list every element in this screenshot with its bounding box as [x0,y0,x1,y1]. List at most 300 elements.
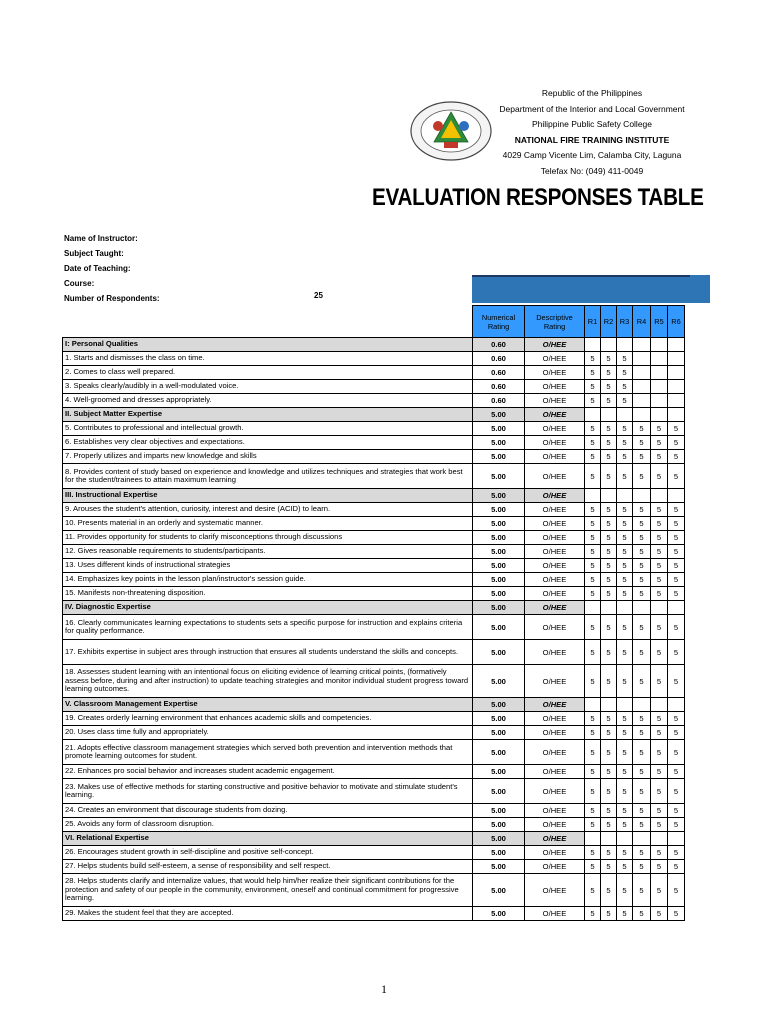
table-row [63,366,685,380]
institution-header [494,86,690,179]
responder-rating: 5 [601,726,617,740]
responder-rating: 5 [601,712,617,726]
descriptive-rating: O/HEE [525,726,585,740]
header-line-address: 4029 Camp Vicente Lim, Calamba City, Laguna [502,150,682,160]
responder-rating [668,832,685,846]
numerical-rating: 5.00 [473,726,525,740]
responder-rating: 5 [633,726,651,740]
responder-rating [585,832,601,846]
descriptive-rating: O/HEE [525,394,585,408]
responder-rating: 5 [633,640,651,665]
responder-rating [633,408,651,422]
responder-rating: 5 [668,517,685,531]
table-row [63,874,685,907]
responder-rating: 5 [633,464,651,489]
category-label: II. Subject Matter Expertise [63,408,473,422]
numerical-rating: 5.00 [473,832,525,846]
table-row [63,545,685,559]
descriptive-rating: O/HEE [525,366,585,380]
responder-rating: 5 [617,394,633,408]
responder-rating: 5 [585,874,601,907]
responder-rating: 5 [617,712,633,726]
responder-rating [601,489,617,503]
header-blank-cell [63,306,473,338]
responder-rating: 5 [668,665,685,698]
descriptive-rating: O/HEE [525,740,585,765]
table-row [63,394,685,408]
responder-rating: 5 [633,450,651,464]
responder-rating: 5 [651,779,668,804]
table-header-row [63,306,685,338]
responder-rating: 5 [585,366,601,380]
responder-rating: 5 [601,464,617,489]
table-row [63,573,685,587]
numerical-rating: 5.00 [473,665,525,698]
numerical-rating: 5.00 [473,712,525,726]
responder-rating: 5 [633,860,651,874]
table-row [63,818,685,832]
criterion-text: 16. Clearly communicates learning expectations to students sets a specific purpose for instruction and explains criteria for quality performance. [63,615,473,640]
responder-rating [633,394,651,408]
numerical-rating: 5.00 [473,640,525,665]
responder-rating: 5 [668,615,685,640]
responder-rating: 5 [617,640,633,665]
responder-rating: 5 [668,818,685,832]
responder-rating: 5 [601,874,617,907]
descriptive-rating: O/HEE [525,422,585,436]
descriptive-rating: O/HEE [525,587,585,601]
table-row [63,779,685,804]
responder-rating: 5 [585,422,601,436]
descriptive-rating: O/HEE [525,779,585,804]
responder-rating: 5 [585,394,601,408]
table-row [63,422,685,436]
responder-rating: 5 [651,765,668,779]
descriptive-rating: O/HEE [525,665,585,698]
criterion-text: 6. Establishes very clear objectives and expectations. [63,436,473,450]
responder-rating [668,394,685,408]
descriptive-rating: O/HEE [525,436,585,450]
responder-rating [585,408,601,422]
table-row [63,804,685,818]
responder-rating: 5 [617,366,633,380]
responder-rating: 5 [601,422,617,436]
responder-rating [601,338,617,352]
criterion-text: 26. Encourages student growth in self-discipline and positive self-concept. [63,846,473,860]
criterion-text: 8. Provides content of study based on experience and knowledge and utilizes techniques and strategies that work best for the student/trainees to attain maximum learning [63,464,473,489]
responder-rating [617,698,633,712]
responder-rating: 5 [585,436,601,450]
table-row [63,450,685,464]
descriptive-rating: O/HEE [525,503,585,517]
numerical-rating: 5.00 [473,573,525,587]
responder-rating: 5 [633,665,651,698]
responder-rating: 5 [617,818,633,832]
header-line-republic: Republic of the Philippines [541,88,643,98]
responder-rating: 5 [668,874,685,907]
responder-rating: 5 [617,874,633,907]
descriptive-rating: O/HEE [525,874,585,907]
table-row [63,503,685,517]
criterion-text: 27. Helps students build self-esteem, a sense of responsibility and self respect. [63,860,473,874]
responder-rating: 5 [617,860,633,874]
responder-rating: 5 [617,450,633,464]
criterion-text: 24. Creates an environment that discourage students from dozing. [63,804,473,818]
table-row [63,765,685,779]
responder-rating: 5 [633,503,651,517]
r1-header: R1 [585,306,601,338]
page-number: 1 [381,982,387,996]
criterion-text: 23. Makes use of effective methods for starting constructive and positive behavior to motivate and stimulate student's learning. [63,779,473,804]
responder-rating: 5 [668,804,685,818]
responder-rating: 5 [601,907,617,921]
numerical-rating: 5.00 [473,804,525,818]
responder-rating [585,601,601,615]
responder-rating: 5 [633,779,651,804]
responder-rating: 5 [601,436,617,450]
responder-rating: 5 [651,517,668,531]
responder-rating: 5 [651,818,668,832]
responder-rating: 5 [651,464,668,489]
descriptive-rating: O/HEE [525,765,585,779]
responder-rating: 5 [601,640,617,665]
descriptive-rating: O/HEE [525,545,585,559]
category-label: III. Instructional Expertise [63,489,473,503]
responder-rating: 5 [585,587,601,601]
table-row [63,352,685,366]
responder-rating: 5 [585,545,601,559]
responder-rating: 5 [651,436,668,450]
responder-rating: 5 [633,740,651,765]
responder-rating: 5 [617,380,633,394]
responder-rating [651,698,668,712]
numerical-rating: 5.00 [473,860,525,874]
descriptive-rating: O/HEE [525,559,585,573]
descriptive-rating: O/HEE [525,380,585,394]
descriptive-rating: O/HEE [525,832,585,846]
numerical-rating: 5.00 [473,698,525,712]
criterion-text: 21. Adopts effective classroom management strategies which served both prevention and intervention methods that promote learning outcomes for student. [63,740,473,765]
responder-rating: 5 [633,517,651,531]
responder-rating: 5 [585,559,601,573]
responder-rating: 5 [585,860,601,874]
responder-rating: 5 [633,531,651,545]
responder-rating [601,832,617,846]
descriptive-rating: O/HEE [525,804,585,818]
responder-rating: 5 [668,587,685,601]
responder-rating: 5 [668,765,685,779]
responder-rating: 5 [633,874,651,907]
responder-rating: 5 [617,352,633,366]
numerical-rating: 5.00 [473,779,525,804]
responder-rating: 5 [651,907,668,921]
responder-rating: 5 [601,615,617,640]
responder-rating: 5 [617,765,633,779]
descriptive-rating: O/HEE [525,408,585,422]
responder-rating [651,832,668,846]
responder-rating: 5 [651,531,668,545]
responder-rating [617,601,633,615]
responder-rating: 5 [617,846,633,860]
responder-rating: 5 [601,545,617,559]
responder-rating: 5 [585,726,601,740]
responder-rating: 5 [585,450,601,464]
numerical-rating: 5.00 [473,531,525,545]
numerical-rating: 0.60 [473,352,525,366]
responder-rating: 5 [585,464,601,489]
responder-rating: 5 [651,712,668,726]
responder-rating: 5 [668,846,685,860]
responder-rating: 5 [617,503,633,517]
responder-rating [668,366,685,380]
descriptive-rating: O/HEE [525,698,585,712]
category-row [63,601,685,615]
category-label: I: Personal Qualities [63,338,473,352]
responder-rating [651,352,668,366]
responder-rating: 5 [668,531,685,545]
responder-rating: 5 [585,573,601,587]
category-label: IV. Diagnostic Expertise [63,601,473,615]
responder-rating: 5 [651,559,668,573]
table-row [63,436,685,450]
document-title: EVALUATION RESPONSES TABLE [372,184,704,211]
criterion-text: 15. Manifests non-threatening disposition. [63,587,473,601]
college-seal-logo [408,100,494,162]
responder-rating: 5 [585,907,601,921]
r3-header: R3 [617,306,633,338]
subject-label: Subject Taught: [64,249,124,258]
numerical-rating: 5.00 [473,517,525,531]
category-label: VI. Relational Expertise [63,832,473,846]
responder-rating [668,338,685,352]
numerical-rating: 5.00 [473,907,525,921]
numerical-rating: 5.00 [473,436,525,450]
responder-rating: 5 [585,665,601,698]
category-row [63,832,685,846]
responder-rating: 5 [668,640,685,665]
criterion-text: 14. Emphasizes key points in the lesson plan/instructor's session guide. [63,573,473,587]
descriptive-rating: O/HEE [525,712,585,726]
numerical-rating: 5.00 [473,615,525,640]
descriptive-rating: O/HEE [525,531,585,545]
criterion-text: 18. Assesses student learning with an intentional focus on eliciting evidence of learning critical points, (formatively assess before, during and after instruction) to update teaching strategies and monitor individual student progress toward learning outcomes. [63,665,473,698]
responder-rating: 5 [585,352,601,366]
descriptive-rating: O/HEE [525,338,585,352]
table-row [63,380,685,394]
header-line-telefax: Telefax No: (049) 411-0049 [540,165,644,176]
descriptive-rating: O/HEE [525,464,585,489]
r6-header: R6 [668,306,685,338]
responder-rating: 5 [651,740,668,765]
responder-rating [633,698,651,712]
respondents-count: 25 [314,291,323,300]
descriptive-rating: O/HEE [525,846,585,860]
date-label: Date of Teaching: [64,264,131,273]
numerical-rating-header: Numerical Rating [473,306,525,338]
responder-rating: 5 [651,726,668,740]
responder-rating: 5 [617,740,633,765]
responder-rating [651,489,668,503]
criterion-text: 3. Speaks clearly/audibly in a well-modulated voice. [63,380,473,394]
numerical-rating: 5.00 [473,818,525,832]
descriptive-rating: O/HEE [525,352,585,366]
responder-rating: 5 [633,712,651,726]
numerical-rating: 5.00 [473,489,525,503]
responder-rating: 5 [601,740,617,765]
responder-rating: 5 [601,394,617,408]
responder-rating: 5 [585,765,601,779]
responder-rating: 5 [617,559,633,573]
responder-rating: 5 [585,640,601,665]
responder-rating: 5 [651,640,668,665]
numerical-rating: 0.60 [473,366,525,380]
responder-rating: 5 [633,765,651,779]
responder-rating: 5 [617,422,633,436]
descriptive-rating-header: Descriptive Rating [525,306,585,338]
descriptive-rating: O/HEE [525,450,585,464]
criterion-text: 9. Arouses the student's attention, curiosity, interest and desire (ACID) to learn. [63,503,473,517]
responder-rating: 5 [601,380,617,394]
responder-rating: 5 [585,779,601,804]
table-row [63,726,685,740]
category-row [63,698,685,712]
table-row [63,712,685,726]
numerical-rating: 5.00 [473,765,525,779]
responder-rating: 5 [651,860,668,874]
responder-rating: 5 [668,740,685,765]
responder-rating: 5 [601,804,617,818]
responder-rating: 5 [668,559,685,573]
responder-rating: 5 [617,779,633,804]
responder-rating: 5 [668,573,685,587]
table-row [63,860,685,874]
responder-rating: 5 [601,366,617,380]
responder-rating: 5 [617,907,633,921]
responder-rating [651,394,668,408]
responder-rating: 5 [651,615,668,640]
descriptive-rating: O/HEE [525,517,585,531]
responder-rating: 5 [601,818,617,832]
table-row [63,665,685,698]
criterion-text: 17. Exhibits expertise in subject ares through instruction that ensures all students understand the skills and concepts. [63,640,473,665]
responder-rating [617,489,633,503]
responder-rating: 5 [617,545,633,559]
table-row [63,587,685,601]
responder-rating: 5 [585,846,601,860]
responder-rating: 5 [617,464,633,489]
responder-rating [585,698,601,712]
responder-rating: 5 [668,503,685,517]
responder-rating: 5 [651,874,668,907]
responder-rating: 5 [668,464,685,489]
responder-rating [633,338,651,352]
evaluation-table [62,305,685,921]
responder-rating [651,366,668,380]
header-line-college: Philippine Public Safety College [531,119,653,129]
responder-rating: 5 [633,587,651,601]
responder-rating [633,601,651,615]
responder-rating: 5 [633,818,651,832]
responder-rating: 5 [585,615,601,640]
responder-rating: 5 [651,665,668,698]
descriptive-rating: O/HEE [525,640,585,665]
responder-rating: 5 [651,846,668,860]
responder-rating [601,408,617,422]
numerical-rating: 5.00 [473,545,525,559]
header-line-institute: NATIONAL FIRE TRAINING INSTITUTE [514,134,670,145]
descriptive-rating: O/HEE [525,601,585,615]
responder-rating: 5 [617,726,633,740]
table-row [63,907,685,921]
responder-rating: 5 [617,665,633,698]
summary-header-bar [472,275,710,303]
criterion-text: 20. Uses class time fully and appropriately. [63,726,473,740]
numerical-rating: 5.00 [473,450,525,464]
responder-rating: 5 [617,436,633,450]
respondents-label: Number of Respondents: [64,294,160,303]
responder-rating: 5 [668,779,685,804]
table-row [63,640,685,665]
numerical-rating: 0.60 [473,394,525,408]
criterion-text: 13. Uses different kinds of instructional strategies [63,559,473,573]
table-row [63,517,685,531]
table-row [63,740,685,765]
descriptive-rating: O/HEE [525,907,585,921]
responder-rating [633,489,651,503]
summary-header-bar-border [472,275,690,277]
responder-rating [668,698,685,712]
responder-rating [651,601,668,615]
criterion-text: 22. Enhances pro social behavior and increases student academic engagement. [63,765,473,779]
responder-rating: 5 [633,804,651,818]
responder-rating [617,832,633,846]
descriptive-rating: O/HEE [525,573,585,587]
numerical-rating: 5.00 [473,559,525,573]
responder-rating: 5 [617,517,633,531]
responder-rating: 5 [617,615,633,640]
responder-rating: 5 [633,907,651,921]
responder-rating: 5 [651,450,668,464]
criterion-text: 7. Properly utilizes and imparts new knowledge and skills [63,450,473,464]
category-row [63,489,685,503]
responder-rating [651,338,668,352]
responder-rating: 5 [585,503,601,517]
responder-rating: 5 [601,559,617,573]
criterion-text: 29. Makes the student feel that they are accepted. [63,907,473,921]
responder-rating: 5 [601,573,617,587]
responder-rating: 5 [633,615,651,640]
instructor-label: Name of Instructor: [64,234,138,243]
responder-rating: 5 [585,804,601,818]
criterion-text: 10. Presents material in an orderly and systematic manner. [63,517,473,531]
table-row [63,464,685,489]
responder-rating: 5 [601,765,617,779]
responder-rating [633,366,651,380]
numerical-rating: 5.00 [473,846,525,860]
evaluation-info [64,231,160,306]
criterion-text: 12. Gives reasonable requirements to students/participants. [63,545,473,559]
header-line-department: Department of the Interior and Local Government [499,103,685,114]
responder-rating: 5 [651,573,668,587]
numerical-rating: 5.00 [473,601,525,615]
responder-rating: 5 [633,422,651,436]
responder-rating [585,489,601,503]
responder-rating [617,338,633,352]
descriptive-rating: O/HEE [525,489,585,503]
responder-rating: 5 [601,665,617,698]
criterion-text: 25. Avoids any form of classroom disruption. [63,818,473,832]
responder-rating: 5 [617,573,633,587]
